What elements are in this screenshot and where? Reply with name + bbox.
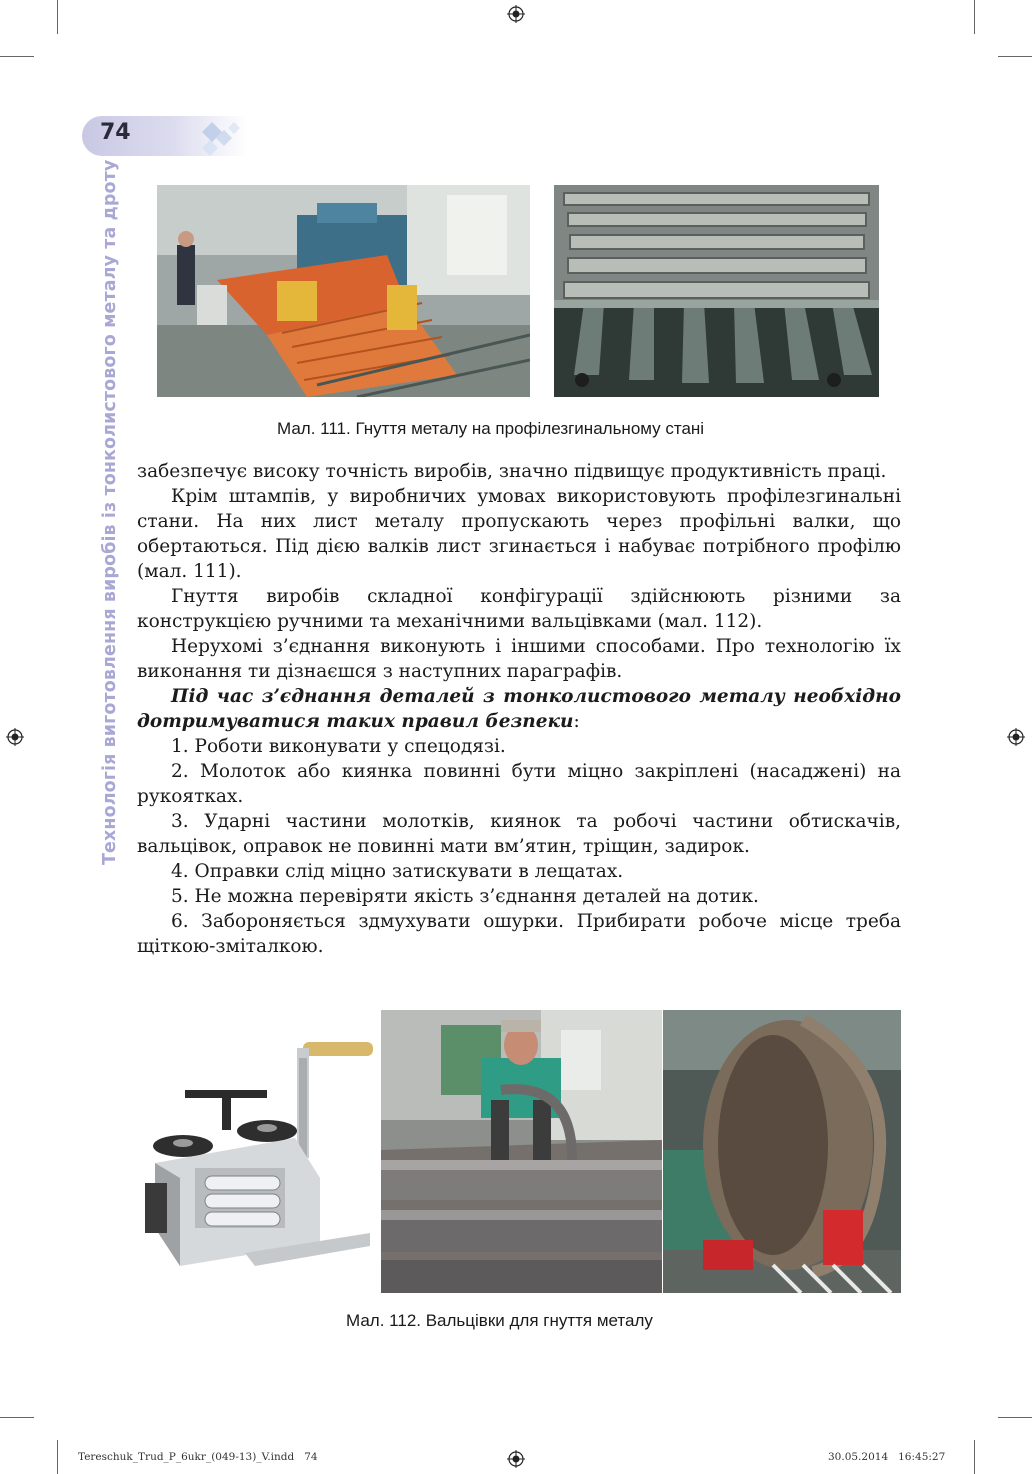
registration-mark-icon	[1007, 728, 1025, 746]
safety-intro-emphasis: Під час з’єднання деталей з тонколистового металу необхідно дотримуватися таких правил безпеки	[137, 686, 901, 732]
crop-mark	[57, 1440, 58, 1474]
fig112-photo-large-cylinder	[663, 1010, 901, 1293]
safety-rule: 2. Молоток або киянка повинні бути міцно закріплені (насаджені) на рукоятках.	[137, 761, 901, 807]
paragraph: Нерухомі з’єднання виконують і іншими способами. Про технологію їх виконання ти дізнаєшся з наступних параграфів.	[137, 636, 901, 682]
crop-mark	[998, 56, 1032, 57]
paragraph: забезпечує високу точність виробів, значно підвищує продуктивність праці.	[137, 461, 887, 482]
footer-file-name: Tereschuk_Trud_P_6ukr_(049-13)_V.indd 74	[78, 1451, 318, 1463]
safety-rule: 4. Оправки слід міцно затискувати в лещатах.	[171, 861, 624, 882]
fig112-photo-hand-rolling-mill	[145, 1028, 380, 1268]
crop-mark	[974, 0, 975, 34]
registration-mark-icon	[6, 728, 24, 746]
fig112-caption: Мал. 112. Вальцівки для гнуття металу	[346, 1311, 653, 1330]
crop-mark	[57, 0, 58, 34]
registration-mark-icon	[507, 5, 525, 23]
crop-mark	[974, 1440, 975, 1474]
safety-rule: 1. Роботи виконувати у спецодязі.	[171, 736, 506, 757]
chapter-side-title: Технологія виготовлення виробів із тонколистового металу та дроту	[100, 159, 120, 865]
crop-mark	[0, 56, 34, 57]
crop-mark	[998, 1417, 1032, 1418]
safety-intro-colon: :	[573, 711, 580, 732]
fig111-photo-mill	[157, 185, 530, 397]
fig111-photo-rollers	[554, 185, 879, 397]
safety-intro	[137, 684, 901, 734]
safety-rule: 5. Не можна перевіряти якість з’єднання деталей на дотик.	[171, 886, 759, 907]
fig112-photo-worker	[381, 1010, 662, 1293]
safety-rule: 6. Забороняється здмухувати ошурки. Прибирати робоче місце треба щіткою-зміталкою.	[137, 911, 901, 957]
page-number: 74	[100, 120, 131, 145]
safety-rule: 3. Ударні частини молотків, киянок та робочі частини обтискачів, вальцівок, оправок не повинні мати вм’ятин, тріщин, задирок.	[137, 811, 901, 857]
body-text	[137, 459, 901, 959]
registration-mark-icon	[507, 1450, 525, 1468]
fig111-caption: Мал. 111. Гнуття металу на профілезгинальному стані	[277, 419, 705, 438]
diamond-pattern-icon	[190, 116, 250, 158]
footer-datetime: 30.05.2014 16:45:27	[828, 1451, 946, 1463]
paragraph: Крім штампів, у виробничих умовах використовують профілезгинальні стани. На них лист металу пропускають через профільні валки, що обертаються. Під дією валків лист згинається і набуває потрібного профілю (мал. 111).	[137, 486, 901, 582]
crop-mark	[0, 1417, 34, 1418]
paragraph: Гнуття виробів складної конфігурації здійснюють різними за конструкцією ручними та механічними вальцівками (мал. 112).	[137, 586, 901, 632]
